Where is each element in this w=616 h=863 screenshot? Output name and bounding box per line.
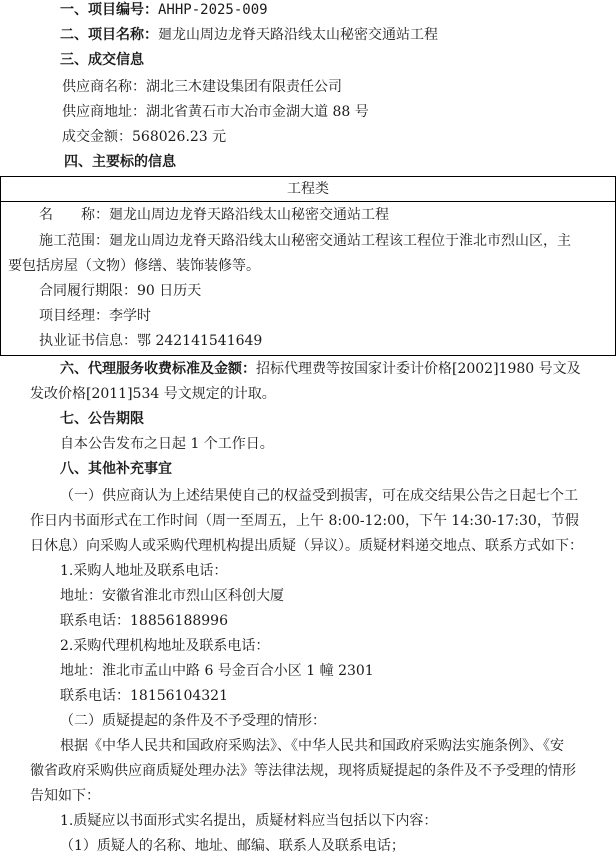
project-number-row <box>60 0 268 20</box>
main-subject-heading: 四、主要标的信息 <box>64 154 176 170</box>
agency-fee-row <box>60 359 581 379</box>
construction-scope-line2: 要包括房屋（文物）修缮、装饰装修等。 <box>8 258 260 274</box>
challenge-conditions-line1: 根据《中华人民共和国政府采购法》、《中华人民共和国政府采购法实施条例》、《安 <box>60 738 564 754</box>
notice-period-text: 自本公告发布之日起 1 个工作日。 <box>60 436 274 452</box>
project-name-label: 二、项目名称： <box>60 27 158 43</box>
buyer-contact-title: 1.采购人地址及联系电话： <box>60 563 228 579</box>
supplier-name: 供应商名称：湖北三木建设集团有限责任公司 <box>62 79 342 95</box>
challenge-para-line2: 作日内书面形式在工作时间（周一至周五，上午 8:00-12:00，下午 14:30-17:30，节假 <box>30 513 579 529</box>
challenge-para-line1: （一）供应商认为上述结果使自己的权益受到损害，可在成交结果公告之日起七个工 <box>60 488 578 504</box>
project-name-row <box>60 25 438 45</box>
challenge-para-line3: 日休息）向采购人或采购代理机构提出质疑（异议）。质疑材料递交地点、联系方式如下： <box>30 538 583 554</box>
agency-fee-label: 六、代理服务收费标准及金额： <box>60 361 256 377</box>
notice-period-heading: 七、公告期限 <box>60 411 144 427</box>
agent-phone: 联系电话：18156104321 <box>60 688 228 704</box>
supplier-address: 供应商地址：湖北省黄石市大冶市金湖大道 88 号 <box>62 104 369 120</box>
project-manager: 项目经理：李学时 <box>39 308 151 324</box>
construction-scope-line1: 施工范围：廻龙山周边龙脊天路沿线太山秘密交通站工程该工程位于淮北市烈山区，主 <box>39 233 571 249</box>
other-matters-heading: 八、其他补充事宜 <box>60 461 172 477</box>
agent-address: 地址：淮北市孟山中路 6 号金百合小区 1 幢 2301 <box>60 663 374 679</box>
agency-fee-continuation: 发改价格[2011]534 号文规定的计取。 <box>30 386 276 402</box>
table-header: 工程类 <box>1 177 615 202</box>
challenge-item-1: 1.质疑应以书面形式实名提出，质疑材料应当包括以下内容： <box>60 813 438 829</box>
agency-fee-text: 招标代理费等按国家计委计价格[2002]1980 号文及 <box>256 361 581 377</box>
project-number-label: 一、项目编号： <box>60 2 158 18</box>
subject-name: 名 称：廻龙山周边龙脊天路沿线太山秘密交通站工程 <box>39 207 389 223</box>
deal-info-heading: 三、成交信息 <box>60 52 144 68</box>
challenge-conditions-title: （二）质疑提起的条件及不予受理的情形： <box>60 713 326 729</box>
agent-contact-title: 2.采购代理机构地址及联系电话： <box>60 638 270 654</box>
buyer-phone: 联系电话：18856188996 <box>60 613 228 629</box>
project-name-value: 廻龙山周边龙脊天路沿线太山秘密交通站工程 <box>158 27 438 43</box>
challenge-conditions-line3: 告知如下： <box>30 788 100 804</box>
project-number-value: AHHP-2025-009 <box>158 2 268 18</box>
challenge-conditions-line2: 徽省政府采购供应商质疑处理办法》等法律法规，现将质疑提起的条件及不予受理的情形 <box>30 763 576 779</box>
buyer-address: 地址：安徽省淮北市烈山区科创大厦 <box>60 588 284 604</box>
subject-info-table <box>0 176 616 356</box>
contract-period: 合同履行期限：90 日历天 <box>39 283 202 299</box>
license-info: 执业证书信息：鄂 242141541649 <box>39 333 263 349</box>
challenge-item-1-1: （1）质疑人的名称、地址、邮编、联系人及联系电话； <box>60 838 405 854</box>
deal-amount: 成交金额：568026.23 元 <box>62 129 227 145</box>
